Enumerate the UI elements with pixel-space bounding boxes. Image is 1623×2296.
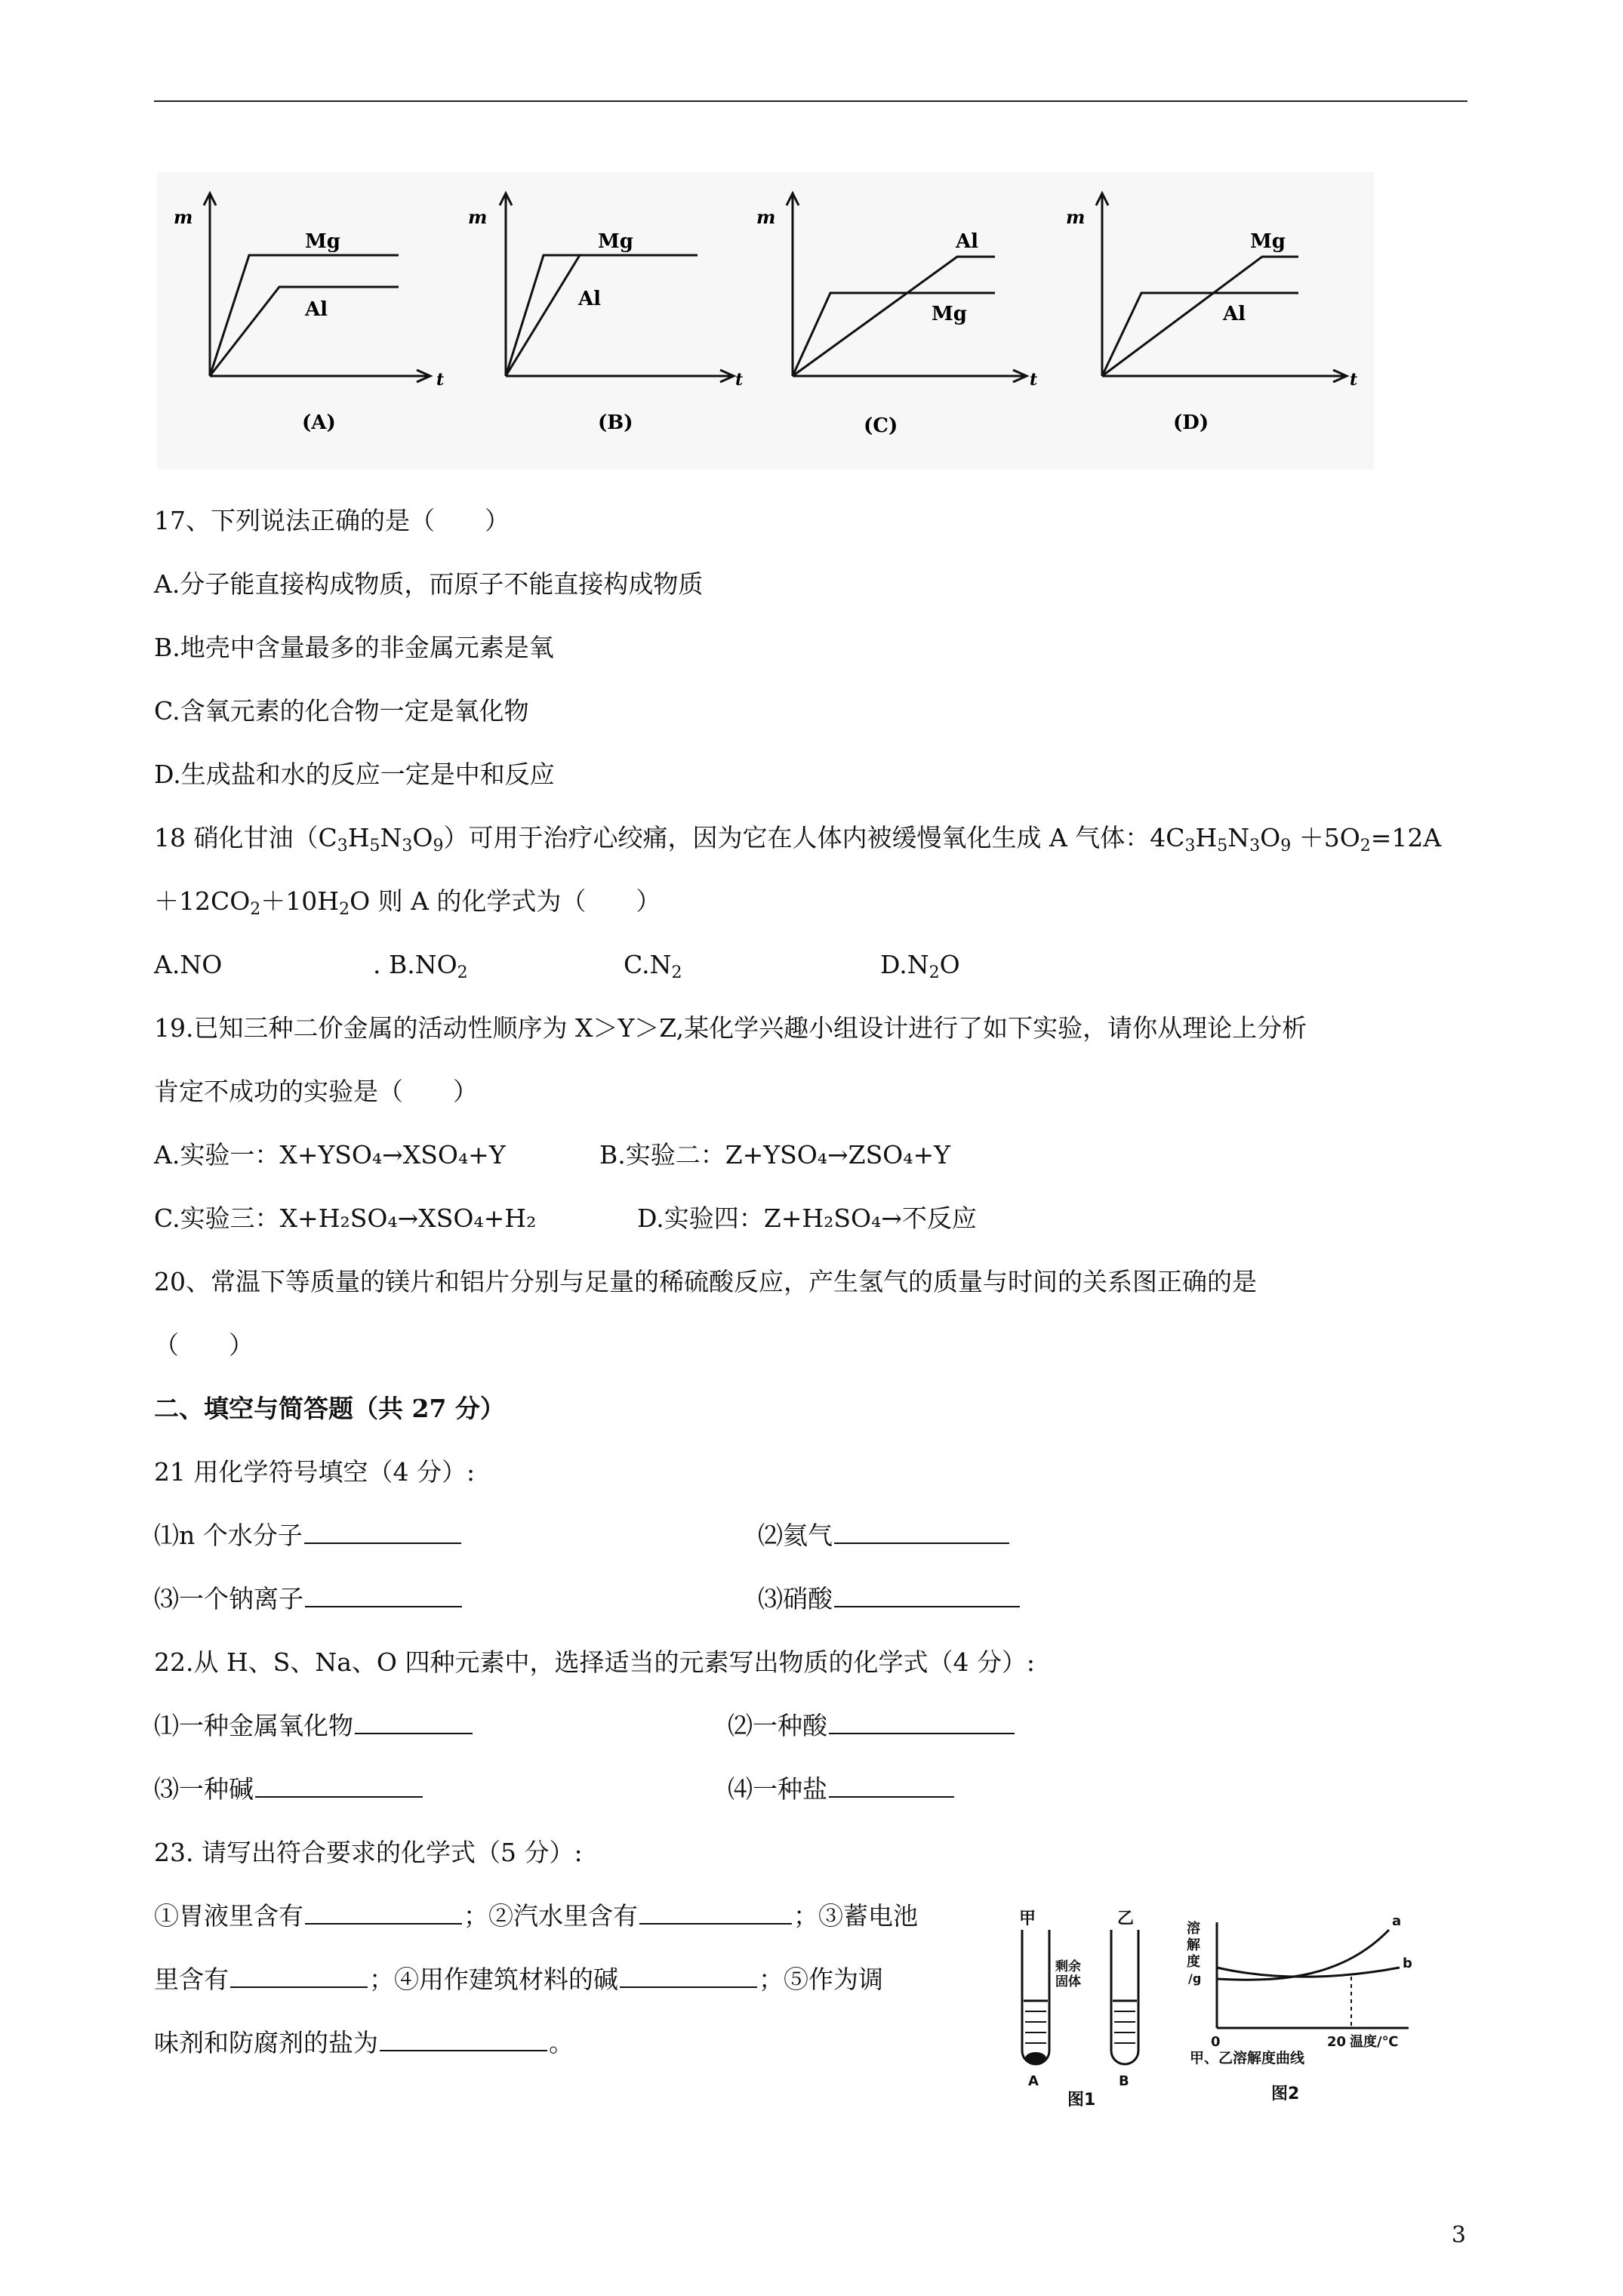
axis-m-label: m: [174, 206, 193, 228]
q19-option-b: B.实验二：Z+YSO₄→ZSO₄+Y: [599, 1140, 950, 1170]
graph-caption: (A): [302, 411, 336, 434]
question-23-line1: ①胃液里含有 ；②汽水里含有 ；③蓄电池: [154, 1901, 918, 1931]
graph-caption: (C): [864, 415, 898, 437]
answer-blank[interactable]: [305, 1900, 462, 1925]
x-tick-0: 0: [1211, 2034, 1221, 2050]
question-18-options: [154, 948, 1467, 982]
figure-2-caption: 图2: [1271, 2085, 1300, 2103]
tube-b-top-label: 乙: [1117, 1909, 1135, 1928]
question-23-line3: 味剂和防腐剂的盐为 。: [154, 2028, 574, 2057]
curve-lower-label: Al: [305, 298, 328, 321]
q18-line2-c: O 则 A 的化学式为（ ）: [350, 886, 661, 916]
answer-blank[interactable]: [834, 1583, 1020, 1607]
axis-t-label: t: [1030, 370, 1038, 390]
axis-m-label: m: [468, 206, 488, 228]
y-axis-label: 解: [1187, 1937, 1200, 1953]
question-17-option-d: D.生成盐和水的反应一定是中和反应: [154, 760, 555, 789]
graph-a: [204, 193, 430, 382]
answer-blank[interactable]: [620, 1964, 757, 1988]
q18-part-4: =12A: [1370, 823, 1442, 852]
axis-m-label: m: [756, 206, 776, 228]
curve-lower: [506, 255, 580, 376]
mass-time-graphs: [157, 172, 1374, 470]
q21-item-1: ⑴n 个水分子: [154, 1519, 463, 1552]
curve-upper: [210, 255, 399, 376]
answer-blank[interactable]: [230, 1964, 368, 1988]
axis-t-label: t: [436, 370, 445, 390]
residue-label: 剩余: [1055, 1959, 1081, 1974]
header-rule: [154, 100, 1467, 102]
graph-caption: (D): [1173, 411, 1209, 434]
question-19-options-ab: [154, 1139, 1467, 1172]
graph-b: [500, 193, 734, 382]
y-axis-label: 度: [1187, 1954, 1200, 1970]
graph-d: [1096, 193, 1347, 382]
axis-t-label: t: [735, 370, 744, 390]
q19-option-a: A.实验一：X+YSO₄→XSO₄+Y: [154, 1140, 506, 1170]
solubility-svg: [1012, 1907, 1434, 2111]
curve-upper-label: Mg: [1250, 230, 1286, 253]
q18-option-b: . $B.NO_2$: [373, 950, 468, 982]
q18-option-a: A.NO: [154, 950, 223, 979]
answer-blank[interactable]: [355, 1710, 473, 1734]
solubility-caption: 甲、乙溶解度曲线: [1190, 2050, 1305, 2066]
y-axis-label: /g: [1188, 1971, 1202, 1986]
curve-lower-label: Al: [578, 288, 602, 310]
question-22-row2: [154, 1773, 1467, 1806]
q22-item-3: ⑶一种碱: [154, 1773, 424, 1806]
q18-option-d: $D.N_2O$: [880, 950, 960, 982]
tube-b: [1111, 1930, 1138, 2064]
q22-item-1: ⑴一种金属氧化物: [154, 1709, 474, 1743]
q18-part-3: ＋5O: [1291, 823, 1360, 852]
residue-solid: [1025, 2052, 1046, 2064]
question-22-stem: 22.从 H、S、Na、O 四种元素中，选择适当的元素写出物质的化学式（4 分）:: [154, 1647, 1036, 1677]
question-17-option-c: C.含氧元素的化合物一定是氧化物: [154, 696, 529, 726]
curve-upper-label: Mg: [305, 230, 340, 253]
curve-a-label: a: [1392, 1913, 1402, 1929]
q22-item-2: ⑵一种酸: [728, 1709, 1016, 1743]
question-19-options-cd: [154, 1202, 1467, 1235]
graph-caption: (B): [598, 411, 633, 434]
x-axis-unit: 温度/℃: [1350, 2034, 1399, 2050]
curve-upper-label: Mg: [598, 230, 633, 253]
question-21-row1: [154, 1519, 1467, 1552]
question-18-stem-line2: $+12CO_2+10H_2O$ 则 A 的化学式为（ ）: [154, 886, 661, 919]
question-20-stem: 20、常温下等质量的镁片和铝片分别与足量的稀硫酸反应，产生氢气的质量与时间的关系图正确的是: [154, 1267, 1257, 1296]
answer-blank[interactable]: [304, 1520, 461, 1544]
question-22-row1: [154, 1709, 1467, 1743]
axis-m-label: m: [1066, 206, 1086, 228]
figure-1-caption: 图1: [1067, 2091, 1096, 2110]
q18-line2-a: ＋12CO: [154, 886, 251, 916]
q19-option-d: D.实验四：Z+H₂SO₄→不反应: [637, 1203, 977, 1233]
question-21-stem: 21 用化学符号填空（4 分）:: [154, 1457, 476, 1487]
graphs-svg: [157, 172, 1374, 470]
curve-b: [1217, 1968, 1400, 1977]
q21-item-3: ⑶一个钠离子: [154, 1583, 463, 1616]
solubility-figure: [1012, 1907, 1434, 2114]
q19-option-c: C.实验三：X+H₂SO₄→XSO₄+H₂: [154, 1203, 537, 1233]
section-2-heading: 二、填空与简答题（共 27 分）: [154, 1394, 505, 1423]
curve-lower: [210, 287, 399, 376]
residue-label: 固体: [1055, 1974, 1081, 1989]
question-17-option-b: B.地壳中含量最多的非金属元素是氧: [154, 633, 554, 662]
curve-upper-label: Al: [956, 230, 979, 253]
page-number: 3: [1451, 2222, 1466, 2248]
q21-item-2: ⑵氦气: [758, 1519, 1011, 1552]
curve-upper: [506, 255, 698, 376]
question-19-stem: 19.已知三种二价金属的活动性顺序为 X＞Y＞Z,某化学兴趣小组设计进行了如下实验，请你从理论上分析: [154, 1013, 1307, 1043]
axis-t-label: t: [1350, 370, 1358, 390]
answer-blank[interactable]: [255, 1774, 423, 1798]
answer-blank[interactable]: [834, 1520, 1009, 1544]
tube-a-top-label: 甲: [1019, 1909, 1036, 1928]
y-axis-label: 溶: [1187, 1921, 1200, 1937]
curve-b-label: b: [1403, 1955, 1412, 1971]
question-17-stem: 17、下列说法正确的是（ ）: [154, 506, 510, 535]
curve-lower: [1102, 293, 1298, 376]
q18-line2-b: ＋10H: [260, 886, 340, 916]
tube-b-label: B: [1119, 2073, 1129, 2089]
q22-item-4: ⑷一种盐: [728, 1773, 956, 1806]
question-20-stem-line2: （ ）: [154, 1330, 254, 1360]
answer-blank[interactable]: [639, 1900, 792, 1925]
curve-lower-label: Al: [1223, 303, 1246, 325]
q18-option-c: $C.N_2$: [624, 950, 682, 982]
question-18-stem: 18 硝化甘油$(C_3H_5N_3O_9)$可用于治疗心绞痛，因为它在人体内被缓慢氧化生成 A 气体：$4C_3H_5N_3O_9 +5O_2=12A$: [154, 823, 1442, 855]
q21-item-4: ⑶硝酸: [758, 1583, 1021, 1616]
question-17-option-a: A.分子能直接构成物质，而原子不能直接构成物质: [154, 569, 704, 599]
tube-a-label: A: [1028, 2073, 1039, 2089]
answer-blank[interactable]: [380, 2027, 547, 2051]
answer-blank[interactable]: [829, 1710, 1015, 1734]
tube-a: [1022, 1930, 1049, 2064]
q18-part-2: ）可用于治疗心绞痛，因为它在人体内被缓慢氧化生成 A 气体：4: [443, 823, 1166, 852]
x-tick-20: 20: [1327, 2034, 1347, 2050]
answer-blank[interactable]: [305, 1583, 462, 1607]
question-23-stem: 23. 请写出符合要求的化学式（5 分）:: [154, 1838, 583, 1867]
question-21-row2: [154, 1583, 1467, 1616]
question-23-line2: 里含有 ；④用作建筑材料的碱 ；⑤作为调: [154, 1965, 883, 1994]
graph-c: [787, 193, 1027, 382]
answer-blank[interactable]: [829, 1774, 954, 1798]
curve-lower-label: Mg: [932, 303, 967, 325]
question-19-stem-line2: 肯定不成功的实验是（ ）: [154, 1077, 478, 1106]
q18-part-1: 18 硝化甘油（: [154, 823, 319, 852]
